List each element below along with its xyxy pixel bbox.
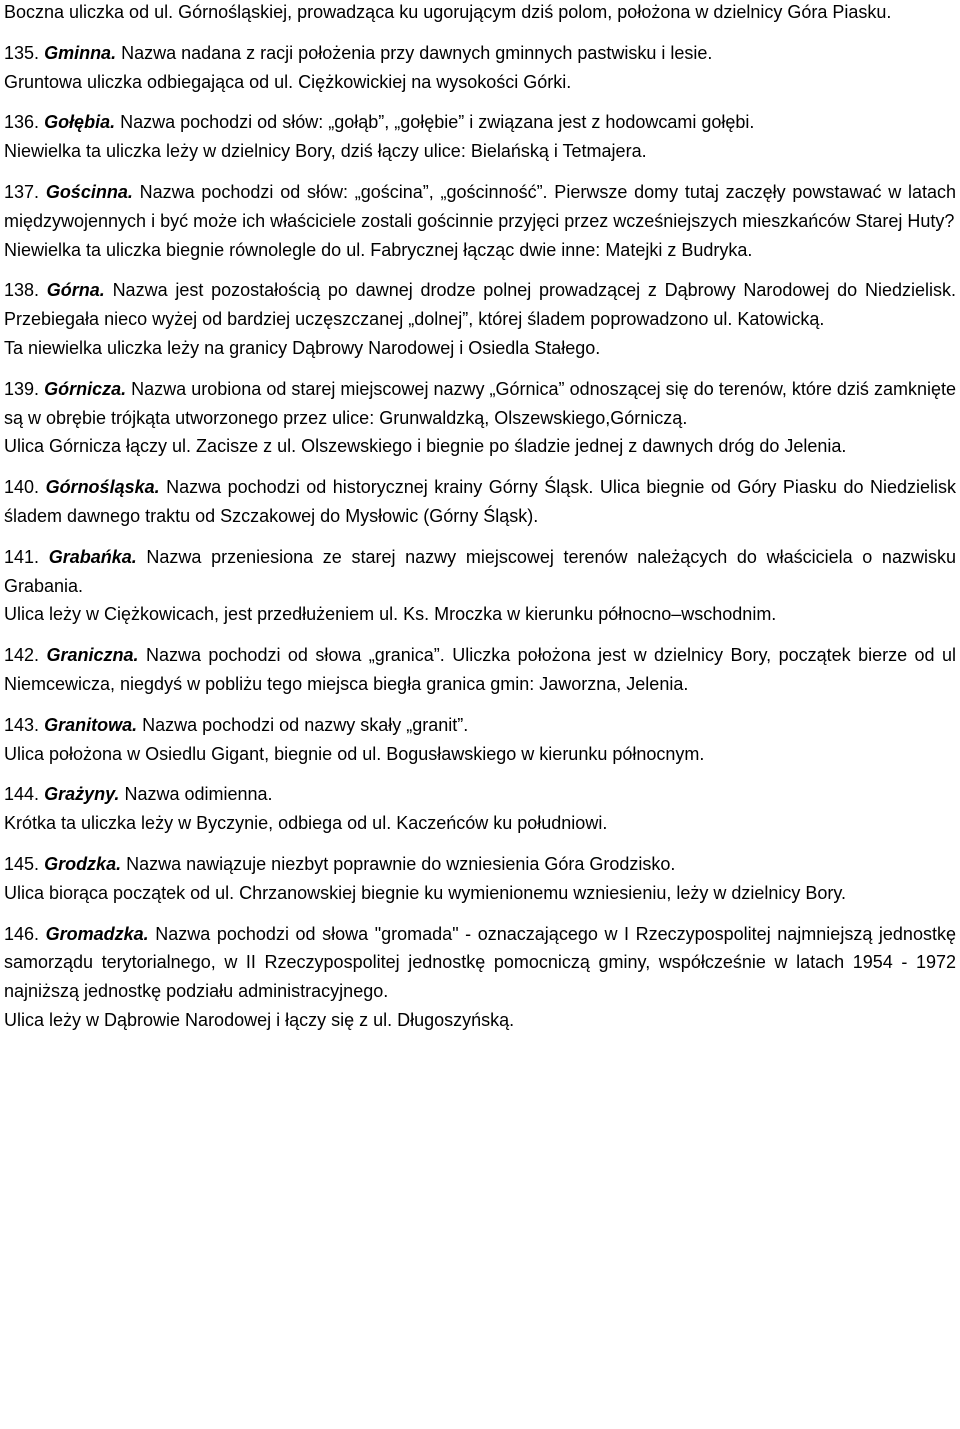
entry-heading: [4, 780, 956, 809]
entry-144: [4, 780, 956, 838]
entry-paragraph: Ulica Górnicza łączy ul. Zacisze z ul. Olszewskiego i biegnie po śladzie jednej z dawnych dróg do Jelenia.: [4, 436, 847, 457]
entry-138: [4, 276, 956, 362]
entry-146: [4, 920, 956, 1035]
entry-heading: [4, 711, 956, 740]
street-name: Gminna.: [44, 42, 117, 63]
street-name: Górna.: [46, 280, 105, 301]
entry-137: [4, 178, 956, 264]
street-name: Gromadzka.: [45, 923, 149, 944]
entry-number: 145.: [4, 853, 40, 874]
entry-140: [4, 473, 956, 531]
entry-continuation: [4, 0, 956, 27]
entry-143: [4, 711, 956, 769]
street-name: Granitowa.: [44, 714, 138, 735]
entry-heading: [4, 543, 956, 601]
street-name: Gościnna.: [45, 181, 133, 202]
street-name: Górnośląska.: [45, 477, 160, 498]
entry-description: Nazwa pochodzi od słów: „gołąb”, „gołębie” i związana jest z hodowcami gołębi.: [120, 112, 755, 133]
entry-heading: [4, 108, 956, 137]
entry-paragraph: Ta niewielka uliczka leży na granicy Dąbrowy Narodowej i Osiedla Stałego.: [4, 337, 601, 358]
entry-description: Nazwa pochodzi od historycznej krainy Górny Śląsk. Ulica biegnie od Góry Piasku do Niedzielisk śladem dawnego traktu od Szczakowej do Mysłowic (Górny Śląsk).: [4, 477, 956, 526]
street-name: Grażyny.: [44, 784, 120, 805]
street-name: Grodzka.: [44, 853, 122, 874]
entry-145: [4, 850, 956, 908]
entry-141: [4, 543, 956, 629]
entry-number: 137.: [4, 181, 40, 202]
entry-description: Nazwa nadana z racji położenia przy dawnych gminnych pastwisku i lesie.: [121, 42, 713, 63]
entry-142: [4, 641, 956, 699]
street-name: Gołębia.: [44, 112, 116, 133]
entry-number: 143.: [4, 714, 40, 735]
entry-description: Nazwa przeniesiona ze starej nazwy miejscowej terenów należących do właściciela o nazwisku Grabania.: [4, 546, 956, 596]
entry-description: Nazwa urobiona od starej miejscowej nazwy „Górnica” odnoszącej się do terenów, które dziś zamknięte są w obrębie trójkąta utworzonego przez ulice: Grunwaldzką, Olszewskiego,Górniczą.: [4, 378, 956, 428]
entry-paragraph: Ulica biorąca początek od ul. Chrzanowskiej biegnie ku wymienionemu wzniesieniu, leży w dzielnicy Bory.: [4, 882, 847, 903]
entry-description: Nazwa odimienna.: [124, 784, 273, 805]
entry-description: Nazwa jest pozostałością po dawnej drodze polnej prowadzącej z Dąbrowy Narodowej do Niedzielisk. Przebiegała nieco wyżej od bardziej uczęszczanej „dolnej”, której śladem poprowadzono ul. Katowicką.: [4, 280, 956, 330]
entry-heading: [4, 641, 956, 699]
entry-136: [4, 108, 956, 166]
entry-heading: [4, 473, 956, 531]
entry-description: Nazwa pochodzi od nazwy skały „granit”.: [142, 714, 469, 735]
street-name: Grabańka.: [48, 546, 137, 567]
entry-heading: [4, 375, 956, 433]
street-name: Graniczna.: [46, 645, 139, 666]
entry-description: Nazwa pochodzi od słowa „granica”. Uliczka położona jest w dzielnicy Bory, początek bierze od ul Niemcewicza, niegdyś w pobliżu tego miejsca biegła granica gmin: Jaworzna, Jelenia.: [4, 645, 956, 694]
entry-139: [4, 375, 956, 461]
entry-paragraph: Niewielka ta uliczka leży w dzielnicy Bory, dziś łączy ulice: Bielańską i Tetmajera.: [4, 141, 647, 162]
entry-paragraph: Niewielka ta uliczka biegnie równolegle do ul. Fabrycznej łącząc dwie inne: Matejki z Budryka.: [4, 239, 753, 260]
entry-135: [4, 39, 956, 97]
entry-description: Nazwa pochodzi od słowa "gromada" - oznaczającego w I Rzeczypospolitej najmniejszą jednostkę samorządu terytorialnego, w II Rzeczypospolitej jednostkę pomocniczą gminy, współcześnie w latach 1954 - 1972 najniższą jednostkę podziału administracyjnego.: [4, 923, 956, 1002]
entry-paragraph: Krótka ta uliczka leży w Byczynie, odbiega od ul. Kaczeńców ku południowi.: [4, 813, 608, 834]
entry-number: 146.: [4, 923, 40, 944]
street-name: Górnicza.: [44, 378, 127, 399]
entry-number: 139.: [4, 378, 40, 399]
entry-heading: [4, 850, 956, 879]
entry-number: 141.: [4, 546, 40, 567]
entry-number: 142.: [4, 645, 40, 666]
entry-number: 138.: [4, 280, 40, 301]
entry-heading: [4, 39, 956, 68]
entry-paragraph: Ulica leży w Dąbrowie Narodowej i łączy się z ul. Długoszyńską.: [4, 1009, 515, 1030]
entry-heading: [4, 920, 956, 1006]
entry-description: Nazwa nawiązuje niezbyt poprawnie do wzniesienia Góra Grodzisko.: [126, 853, 676, 874]
entry-description: Nazwa pochodzi od słów: „gościna”, „gościnność”. Pierwsze domy tutaj zaczęły powstawać w latach międzywojennych i być może ich właściciele zostali gościnnie przyjęci przez wcześniejszych mieszkańców Starej Huty?: [4, 181, 956, 231]
entry-number: 144.: [4, 784, 40, 805]
entry-number: 135.: [4, 42, 40, 63]
entry-heading: [4, 276, 956, 334]
entry-number: 136.: [4, 112, 40, 133]
entry-number: 140.: [4, 477, 40, 498]
entry-paragraph: Boczna uliczka od ul. Górnośląskiej, prowadząca ku ugorującym dziś polom, położona w dzielnicy Góra Piasku.: [4, 2, 892, 22]
entry-paragraph: Gruntowa uliczka odbiegająca od ul. Ciężkowickiej na wysokości Górki.: [4, 71, 572, 92]
entry-heading: [4, 178, 956, 236]
entry-paragraph: Ulica położona w Osiedlu Gigant, biegnie od ul. Bogusławskiego w kierunku północnym.: [4, 743, 705, 764]
entry-paragraph: Ulica leży w Ciężkowicach, jest przedłużeniem ul. Ks. Mroczka w kierunku północno–wschodnim.: [4, 604, 777, 625]
